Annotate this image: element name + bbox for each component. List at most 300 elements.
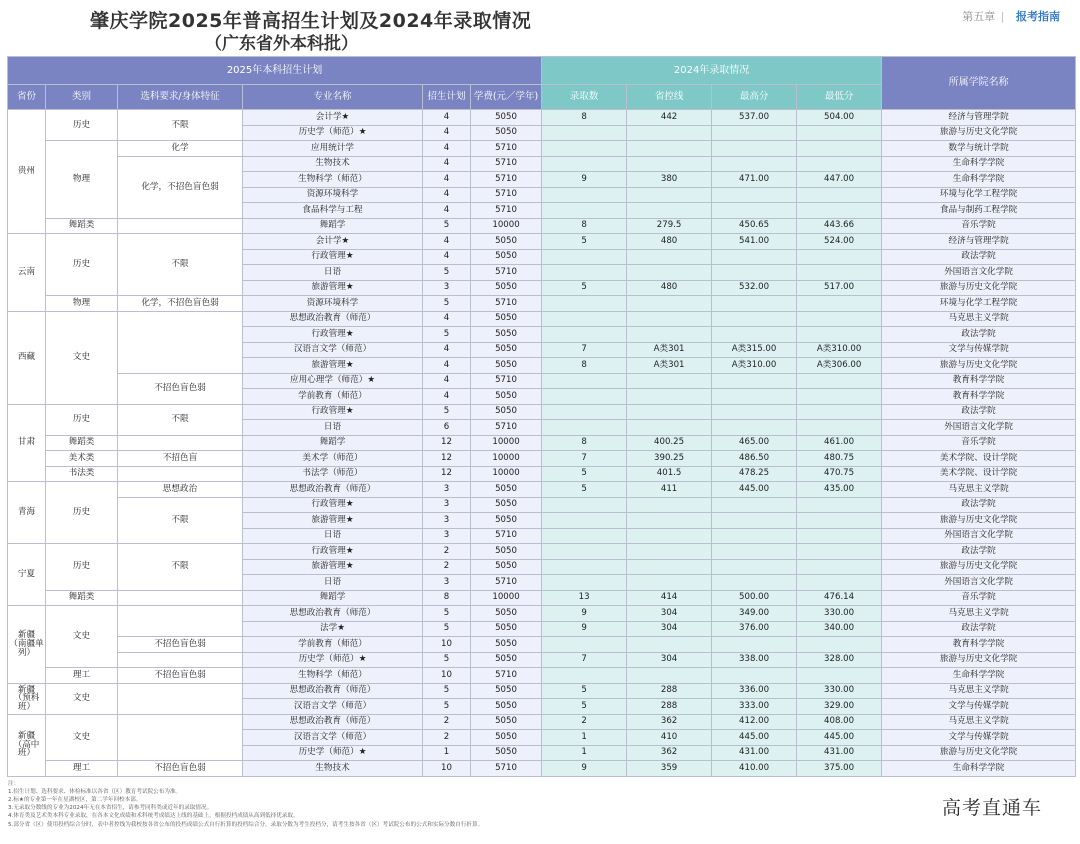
min-score-cell [797, 265, 882, 281]
college-cell: 旅游与历史文化学院 [882, 280, 1076, 296]
col-header: 省份 [8, 85, 46, 110]
page-subtitle: （广东省外本科批） [205, 34, 358, 54]
admitted-count-cell: 9 [542, 621, 627, 637]
max-score-cell [712, 203, 797, 219]
control-line-cell: A类301 [627, 358, 712, 374]
category-cell: 历史 [46, 482, 118, 544]
tuition-cell: 5050 [471, 606, 542, 622]
max-score-cell: 537.00 [712, 110, 797, 126]
min-score-cell: 524.00 [797, 234, 882, 250]
plan-count-cell: 12 [423, 435, 471, 451]
table-row [8, 606, 1076, 622]
category-cell: 舞蹈类 [46, 218, 118, 234]
min-score-cell: A类310.00 [797, 342, 882, 358]
control-line-cell: 401.5 [627, 466, 712, 482]
admitted-count-cell: 5 [542, 699, 627, 715]
control-line-cell: 304 [627, 652, 712, 668]
plan-count-cell: 3 [423, 482, 471, 498]
max-score-cell [712, 528, 797, 544]
max-score-cell [712, 668, 797, 684]
min-score-cell: 330.00 [797, 606, 882, 622]
college-cell: 马克思主义学院 [882, 311, 1076, 327]
col-header: 省控线 [627, 85, 712, 110]
province-cell: 甘肃 [8, 404, 46, 482]
control-line-cell [627, 528, 712, 544]
max-score-cell: 431.00 [712, 745, 797, 761]
college-cell: 环境与化学工程学院 [882, 296, 1076, 312]
control-line-cell: 480 [627, 280, 712, 296]
max-score-cell: 445.00 [712, 482, 797, 498]
plan-count-cell: 5 [423, 218, 471, 234]
requirement-cell [118, 714, 243, 761]
table-row [8, 218, 1076, 234]
min-score-cell [797, 544, 882, 560]
plan-count-cell: 5 [423, 699, 471, 715]
footnotes [8, 780, 768, 829]
college-cell: 政法学院 [882, 249, 1076, 265]
control-line-cell: 390.25 [627, 451, 712, 467]
control-line-cell [627, 141, 712, 157]
tuition-cell: 5710 [471, 373, 542, 389]
requirement-cell [118, 590, 243, 606]
max-score-cell: A类315.00 [712, 342, 797, 358]
category-cell: 物理 [46, 296, 118, 312]
min-score-cell: 447.00 [797, 172, 882, 188]
tuition-cell: 5050 [471, 730, 542, 746]
table-row [8, 668, 1076, 684]
control-line-cell: 442 [627, 110, 712, 126]
requirement-cell: 不招色盲色弱 [118, 637, 243, 653]
max-score-cell [712, 265, 797, 281]
college-cell: 旅游与历史文化学院 [882, 652, 1076, 668]
plan-count-cell: 4 [423, 125, 471, 141]
col-header: 录取数 [542, 85, 627, 110]
min-score-cell: 340.00 [797, 621, 882, 637]
college-cell: 马克思主义学院 [882, 714, 1076, 730]
plan-count-cell: 3 [423, 513, 471, 529]
admission-table [7, 56, 1076, 777]
plan-count-cell: 10 [423, 761, 471, 777]
plan-count-cell: 5 [423, 606, 471, 622]
tuition-cell: 5710 [471, 420, 542, 436]
min-score-cell [797, 559, 882, 575]
max-score-cell [712, 420, 797, 436]
admitted-count-cell [542, 327, 627, 343]
tuition-cell: 10000 [471, 435, 542, 451]
tuition-cell: 5050 [471, 699, 542, 715]
admitted-count-cell: 13 [542, 590, 627, 606]
tuition-cell: 5050 [471, 404, 542, 420]
control-line-cell: 304 [627, 621, 712, 637]
college-cell: 政法学院 [882, 621, 1076, 637]
min-score-cell [797, 404, 882, 420]
table-row [8, 296, 1076, 312]
min-score-cell [797, 389, 882, 405]
tuition-cell: 5050 [471, 513, 542, 529]
chapter-header [962, 8, 1060, 24]
plan-count-cell: 4 [423, 141, 471, 157]
major-cell: 法学★ [243, 621, 423, 637]
plan-count-cell: 3 [423, 497, 471, 513]
control-line-cell [627, 373, 712, 389]
requirement-cell [118, 218, 243, 234]
category-cell: 美术类 [46, 451, 118, 467]
major-cell: 资源环境科学 [243, 296, 423, 312]
college-cell: 数学与统计学院 [882, 141, 1076, 157]
major-cell: 食品科学与工程 [243, 203, 423, 219]
max-score-cell: 333.00 [712, 699, 797, 715]
min-score-cell: 375.00 [797, 761, 882, 777]
admitted-count-cell [542, 265, 627, 281]
min-score-cell: 328.00 [797, 652, 882, 668]
admitted-count-cell [542, 637, 627, 653]
max-score-cell [712, 513, 797, 529]
major-cell: 旅游管理★ [243, 280, 423, 296]
max-score-cell: 486.50 [712, 451, 797, 467]
plan-count-cell: 4 [423, 172, 471, 188]
tuition-cell: 5050 [471, 482, 542, 498]
requirement-cell: 化学，不招色盲色弱 [118, 156, 243, 218]
category-cell: 历史 [46, 544, 118, 591]
requirement-cell: 不限 [118, 404, 243, 435]
tuition-cell: 5050 [471, 110, 542, 126]
admitted-count-cell [542, 575, 627, 591]
major-cell: 汉语言文学（师范） [243, 730, 423, 746]
max-score-cell [712, 296, 797, 312]
watermark: 高考直通车 [942, 797, 1043, 819]
requirement-cell: 不招色盲 [118, 451, 243, 467]
max-score-cell: 532.00 [712, 280, 797, 296]
college-cell: 旅游与历史文化学院 [882, 358, 1076, 374]
min-score-cell: 435.00 [797, 482, 882, 498]
min-score-cell [797, 296, 882, 312]
plan-count-cell: 4 [423, 389, 471, 405]
min-score-cell [797, 125, 882, 141]
admitted-count-cell: 7 [542, 451, 627, 467]
control-line-cell [627, 575, 712, 591]
min-score-cell [797, 249, 882, 265]
col-header: 专业名称 [243, 85, 423, 110]
plan-count-cell: 4 [423, 156, 471, 172]
requirement-cell: 不招色盲色弱 [118, 761, 243, 777]
major-cell: 行政管理★ [243, 544, 423, 560]
college-cell: 外国语言文化学院 [882, 528, 1076, 544]
min-score-cell [797, 575, 882, 591]
tuition-cell: 10000 [471, 218, 542, 234]
min-score-cell [797, 141, 882, 157]
min-score-cell [797, 327, 882, 343]
college-cell: 音乐学院 [882, 590, 1076, 606]
table-row [8, 451, 1076, 467]
requirement-cell: 不限 [118, 497, 243, 544]
admitted-count-cell [542, 373, 627, 389]
plan-count-cell: 5 [423, 621, 471, 637]
province-cell: 青海 [8, 482, 46, 544]
plan-count-cell: 4 [423, 358, 471, 374]
tuition-cell: 5050 [471, 559, 542, 575]
control-line-cell: 414 [627, 590, 712, 606]
admitted-count-cell [542, 404, 627, 420]
college-cell: 美术学院、设计学院 [882, 466, 1076, 482]
requirement-cell [118, 652, 243, 668]
min-score-cell [797, 420, 882, 436]
tuition-cell: 5050 [471, 745, 542, 761]
tuition-cell: 5710 [471, 172, 542, 188]
major-cell: 思想政治教育（师范） [243, 482, 423, 498]
chapter-separator: | [1000, 10, 1005, 23]
min-score-cell [797, 668, 882, 684]
major-cell: 舞蹈学 [243, 435, 423, 451]
province-cell: 宁夏 [8, 544, 46, 606]
college-cell: 旅游与历史文化学院 [882, 125, 1076, 141]
major-cell: 生物科学（师范） [243, 668, 423, 684]
control-line-cell [627, 668, 712, 684]
requirement-cell [118, 311, 243, 373]
min-score-cell: 461.00 [797, 435, 882, 451]
college-cell: 音乐学院 [882, 435, 1076, 451]
col-header: 选科要求/身体特征 [118, 85, 243, 110]
tuition-cell: 5050 [471, 683, 542, 699]
major-cell: 学前教育（师范） [243, 637, 423, 653]
control-line-cell [627, 296, 712, 312]
requirement-cell: 化学 [118, 141, 243, 157]
max-score-cell: 445.00 [712, 730, 797, 746]
admitted-count-cell: 1 [542, 730, 627, 746]
major-cell: 行政管理★ [243, 404, 423, 420]
admitted-count-cell [542, 187, 627, 203]
control-line-cell: 359 [627, 761, 712, 777]
major-cell: 日语 [243, 528, 423, 544]
admitted-count-cell [542, 513, 627, 529]
control-line-cell [627, 203, 712, 219]
table-row [8, 637, 1076, 653]
control-line-cell [627, 249, 712, 265]
tuition-cell: 5050 [471, 249, 542, 265]
admitted-count-cell: 9 [542, 172, 627, 188]
admitted-count-cell [542, 528, 627, 544]
table-row [8, 482, 1076, 498]
max-score-cell: 478.25 [712, 466, 797, 482]
max-score-cell [712, 156, 797, 172]
admitted-count-cell: 8 [542, 218, 627, 234]
college-cell: 环境与化学工程学院 [882, 187, 1076, 203]
admitted-count-cell [542, 311, 627, 327]
min-score-cell: 329.00 [797, 699, 882, 715]
max-score-cell: 471.00 [712, 172, 797, 188]
major-cell: 思想政治教育（师范） [243, 683, 423, 699]
tuition-cell: 5710 [471, 761, 542, 777]
major-cell: 生物技术 [243, 156, 423, 172]
plan-count-cell: 3 [423, 528, 471, 544]
category-cell: 历史 [46, 404, 118, 435]
plan-count-cell: 4 [423, 373, 471, 389]
control-line-cell: 480 [627, 234, 712, 250]
control-line-cell: 288 [627, 699, 712, 715]
tuition-cell: 5050 [471, 652, 542, 668]
major-cell: 旅游管理★ [243, 513, 423, 529]
max-score-cell [712, 404, 797, 420]
max-score-cell [712, 125, 797, 141]
control-line-cell [627, 125, 712, 141]
max-score-cell: 500.00 [712, 590, 797, 606]
table-row [8, 311, 1076, 327]
admitted-count-cell: 5 [542, 280, 627, 296]
max-score-cell: 450.65 [712, 218, 797, 234]
tuition-cell: 5050 [471, 234, 542, 250]
plan-count-cell: 5 [423, 683, 471, 699]
plan-count-cell: 4 [423, 203, 471, 219]
max-score-cell [712, 327, 797, 343]
min-score-cell: 504.00 [797, 110, 882, 126]
major-cell: 行政管理★ [243, 327, 423, 343]
col-header: 类别 [46, 85, 118, 110]
max-score-cell [712, 389, 797, 405]
col-header: 最低分 [797, 85, 882, 110]
max-score-cell: 465.00 [712, 435, 797, 451]
plan-count-cell: 12 [423, 466, 471, 482]
tuition-cell: 5710 [471, 265, 542, 281]
control-line-cell [627, 156, 712, 172]
admitted-count-cell: 5 [542, 234, 627, 250]
category-cell: 理工 [46, 761, 118, 777]
control-line-cell [627, 327, 712, 343]
plan-count-cell: 10 [423, 637, 471, 653]
table-row [8, 544, 1076, 560]
plan-count-cell: 8 [423, 590, 471, 606]
college-cell: 生命科学学院 [882, 761, 1076, 777]
admitted-count-cell [542, 156, 627, 172]
table-row [8, 234, 1076, 250]
max-score-cell: 336.00 [712, 683, 797, 699]
college-cell: 文学与传媒学院 [882, 342, 1076, 358]
plan-count-cell: 4 [423, 234, 471, 250]
college-cell: 外国语言文化学院 [882, 265, 1076, 281]
requirement-cell [118, 435, 243, 451]
plan-count-cell: 3 [423, 575, 471, 591]
admitted-count-cell [542, 497, 627, 513]
admitted-count-cell [542, 668, 627, 684]
college-cell: 教育科学学院 [882, 373, 1076, 389]
control-line-cell [627, 559, 712, 575]
table-row [8, 110, 1076, 126]
requirement-cell [118, 466, 243, 482]
max-score-cell [712, 249, 797, 265]
tuition-cell: 5050 [471, 497, 542, 513]
requirement-cell: 思想政治 [118, 482, 243, 498]
admitted-count-cell [542, 389, 627, 405]
max-score-cell [712, 559, 797, 575]
major-cell: 旅游管理★ [243, 559, 423, 575]
min-score-cell: 476.14 [797, 590, 882, 606]
min-score-cell [797, 637, 882, 653]
requirement-cell [118, 683, 243, 714]
control-line-cell: 279.5 [627, 218, 712, 234]
major-cell: 日语 [243, 420, 423, 436]
min-score-cell: 431.00 [797, 745, 882, 761]
max-score-cell [712, 575, 797, 591]
tuition-cell: 10000 [471, 466, 542, 482]
province-cell: 西藏 [8, 311, 46, 404]
plan-count-cell: 4 [423, 249, 471, 265]
province-cell: 新疆 （高中班） [8, 714, 46, 776]
major-cell: 日语 [243, 265, 423, 281]
admitted-count-cell: 2 [542, 714, 627, 730]
major-cell: 舞蹈学 [243, 590, 423, 606]
min-score-cell [797, 203, 882, 219]
table-row [8, 590, 1076, 606]
category-cell: 文史 [46, 714, 118, 761]
min-score-cell: 443.66 [797, 218, 882, 234]
college-cell: 生命科学学院 [882, 668, 1076, 684]
max-score-cell [712, 544, 797, 560]
plan-count-cell: 12 [423, 451, 471, 467]
max-score-cell [712, 637, 797, 653]
admitted-count-cell [542, 203, 627, 219]
table-row [8, 141, 1076, 157]
min-score-cell: 480.75 [797, 451, 882, 467]
table-row [8, 156, 1076, 172]
category-cell: 文史 [46, 683, 118, 714]
tuition-cell: 5050 [471, 311, 542, 327]
plan-count-cell: 2 [423, 714, 471, 730]
province-cell: 新疆 （预科班） [8, 683, 46, 714]
admitted-count-cell [542, 141, 627, 157]
category-cell: 文史 [46, 606, 118, 668]
college-cell: 外国语言文化学院 [882, 575, 1076, 591]
min-score-cell [797, 528, 882, 544]
category-cell: 舞蹈类 [46, 590, 118, 606]
tuition-cell: 5710 [471, 156, 542, 172]
plan-count-cell: 4 [423, 342, 471, 358]
college-cell: 生命科学学院 [882, 156, 1076, 172]
tuition-cell: 5710 [471, 187, 542, 203]
tuition-cell: 5710 [471, 668, 542, 684]
admitted-count-cell [542, 296, 627, 312]
control-line-cell: A类301 [627, 342, 712, 358]
tuition-cell: 5050 [471, 714, 542, 730]
control-line-cell [627, 497, 712, 513]
max-score-cell: 541.00 [712, 234, 797, 250]
tuition-cell: 5710 [471, 203, 542, 219]
control-line-cell: 362 [627, 714, 712, 730]
tuition-cell: 5050 [471, 358, 542, 374]
category-cell: 历史 [46, 234, 118, 296]
tuition-cell: 5050 [471, 125, 542, 141]
table-row [8, 497, 1076, 513]
plan-count-cell: 5 [423, 327, 471, 343]
plan-count-cell: 5 [423, 652, 471, 668]
tuition-cell: 10000 [471, 451, 542, 467]
province-cell: 云南 [8, 234, 46, 312]
tuition-cell: 5050 [471, 327, 542, 343]
tuition-cell: 5050 [471, 637, 542, 653]
admitted-count-cell [542, 559, 627, 575]
admitted-count-cell: 1 [542, 745, 627, 761]
plan-count-cell: 5 [423, 404, 471, 420]
control-line-cell [627, 637, 712, 653]
min-score-cell [797, 497, 882, 513]
max-score-cell: 412.00 [712, 714, 797, 730]
plan-count-cell: 2 [423, 544, 471, 560]
province-cell: 贵州 [8, 110, 46, 234]
category-cell: 书法类 [46, 466, 118, 482]
major-cell: 生物技术 [243, 761, 423, 777]
major-cell: 历史学（师范）★ [243, 125, 423, 141]
major-cell: 历史学（师范）★ [243, 652, 423, 668]
college-cell: 政法学院 [882, 544, 1076, 560]
requirement-cell [118, 606, 243, 637]
admitted-count-cell: 5 [542, 683, 627, 699]
